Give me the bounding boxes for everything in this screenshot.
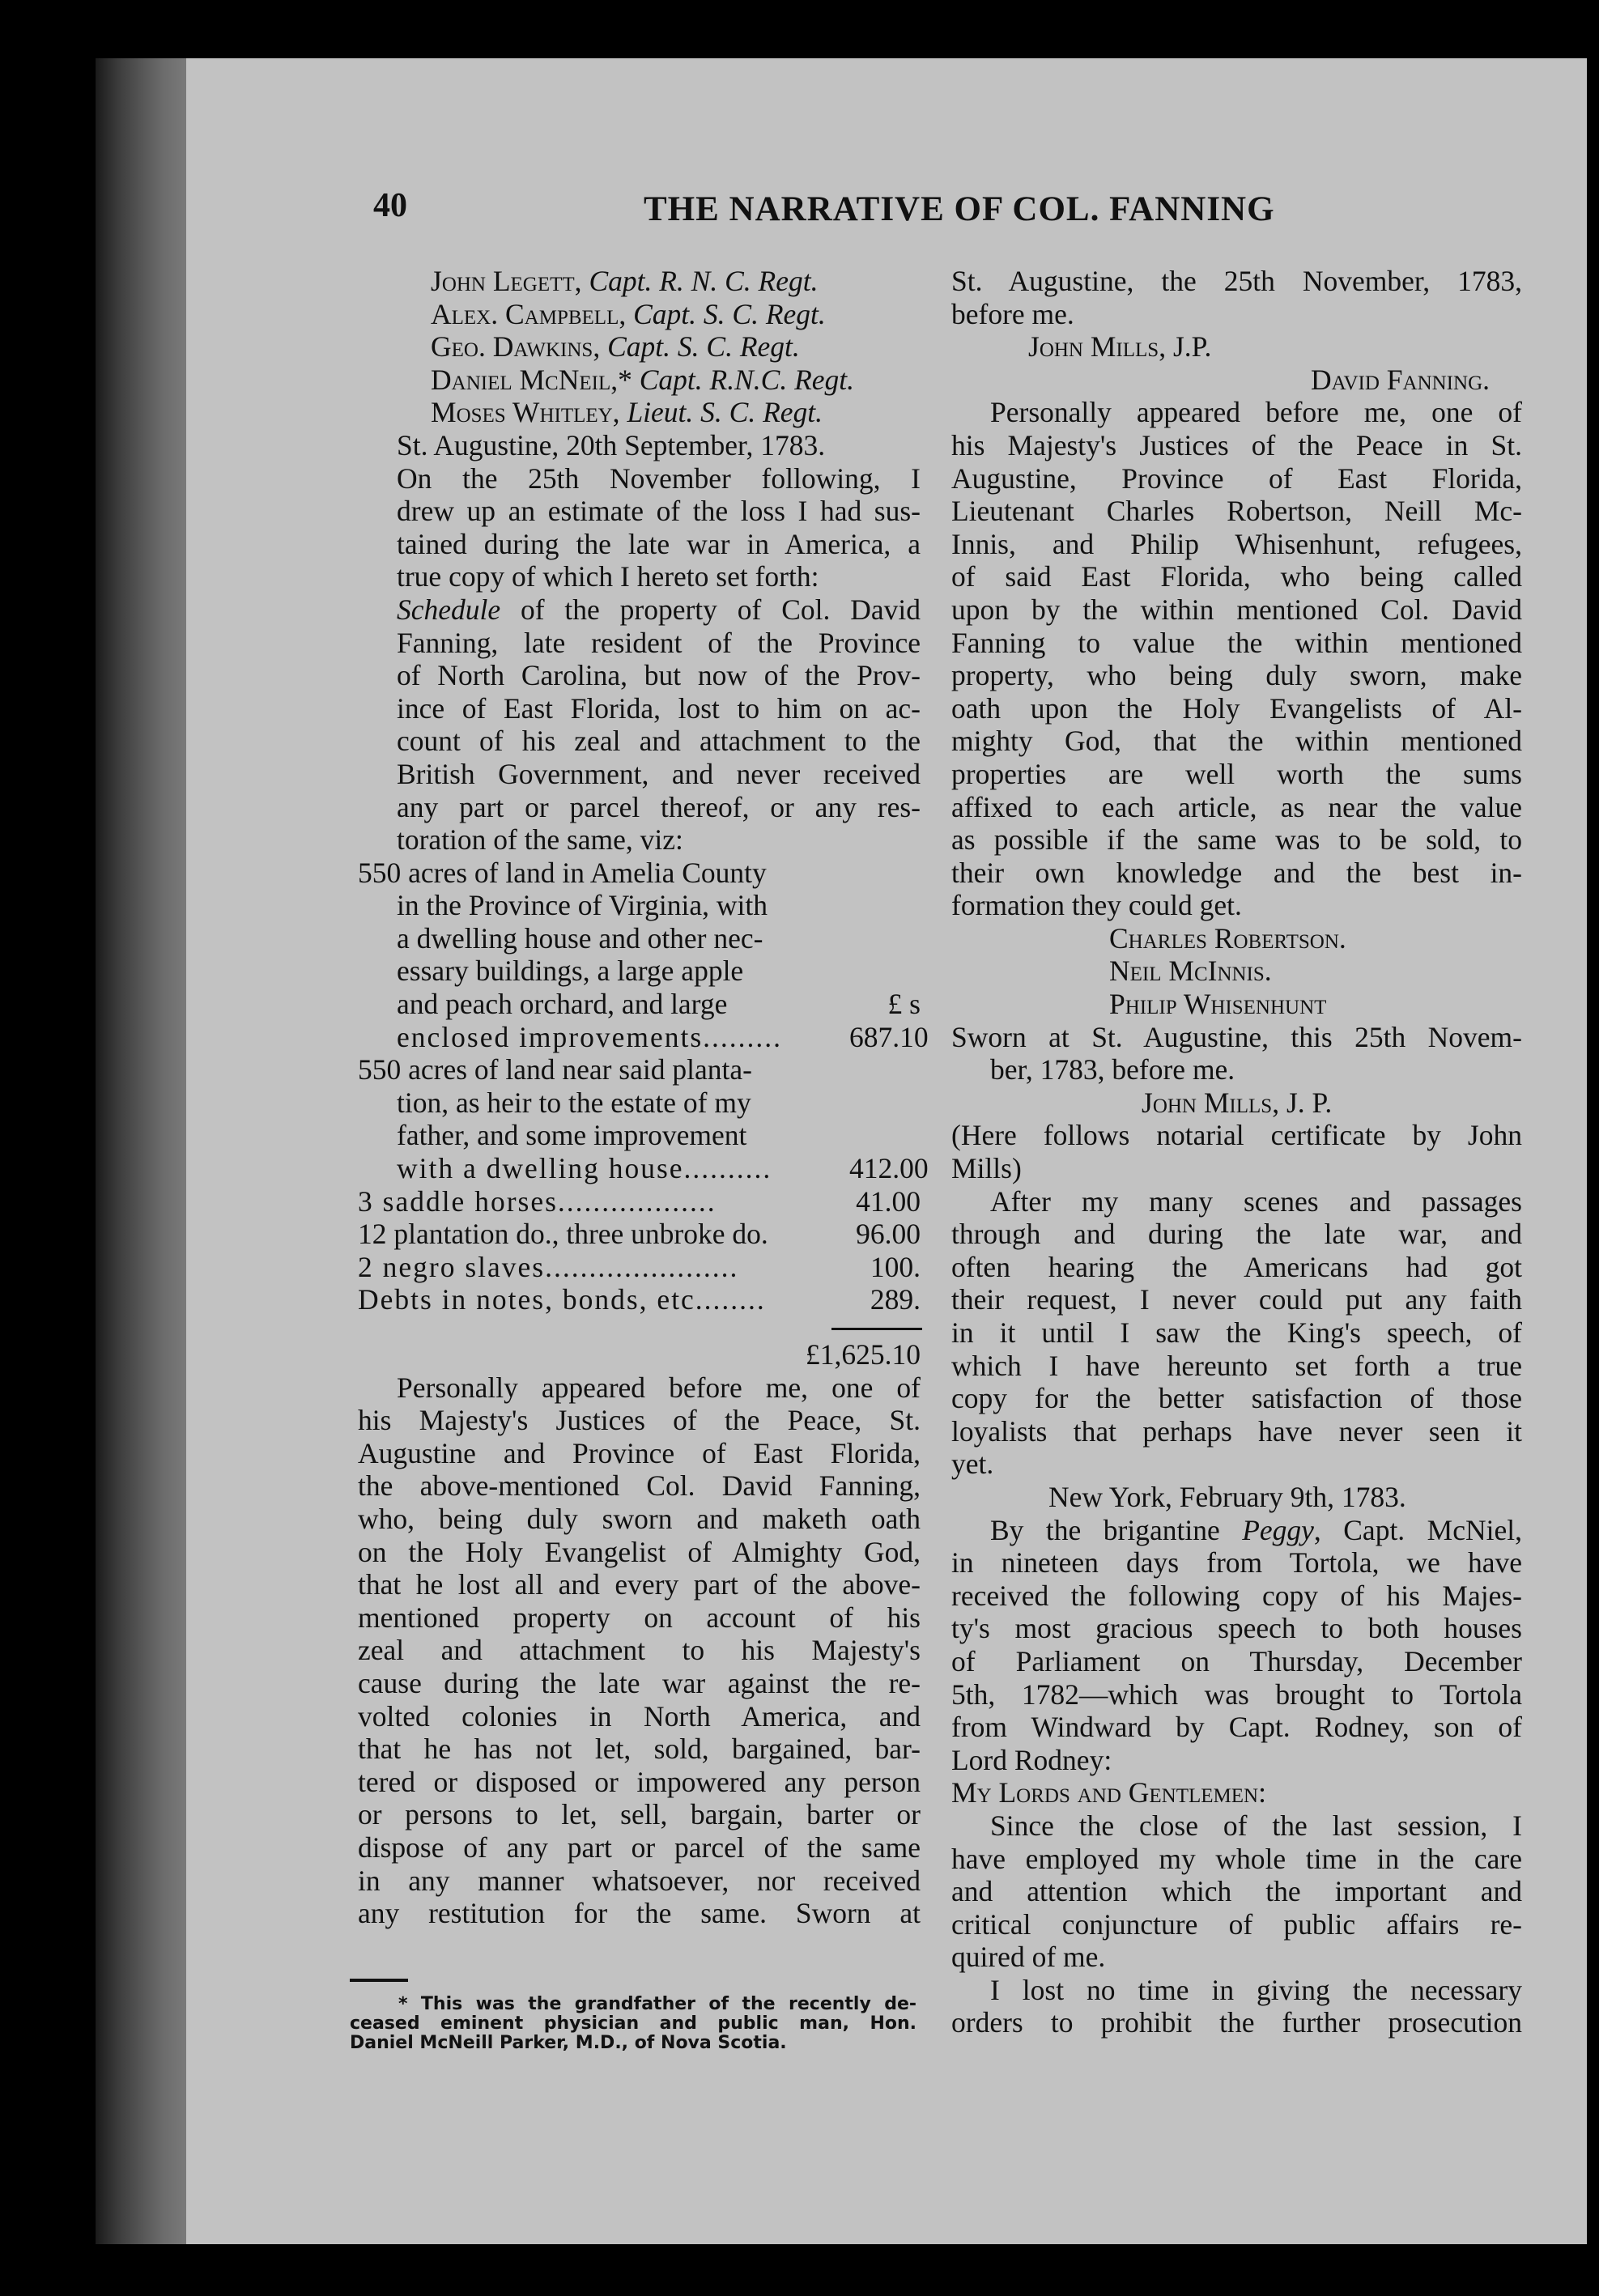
schedule-word: Schedule bbox=[397, 593, 501, 626]
sworn-line: Sworn at St. Augustine, this 25th Novem- bbox=[951, 1020, 1522, 1053]
signature-john-mills: John Mills, J.P. bbox=[1028, 330, 1212, 364]
left-column bbox=[358, 265, 929, 1930]
item-amount: 96.00 bbox=[856, 1218, 921, 1251]
salutation: My Lords and Gentlemen: bbox=[951, 1776, 1266, 1809]
signer-line: Geo. Dawkins, Capt. S. C. Regt. bbox=[431, 330, 800, 364]
item-amount: 41.00 bbox=[856, 1184, 921, 1218]
witness-signature: Philip Whisenhunt bbox=[1109, 988, 1327, 1021]
notarial-note: (Here follows notarial certificate by John bbox=[951, 1119, 1522, 1152]
item-amount: 289. bbox=[870, 1283, 921, 1316]
signers-block bbox=[358, 265, 921, 429]
schedule-item: 2 negro slaves...................... 100. bbox=[358, 1250, 921, 1283]
item-amount: 100. bbox=[870, 1250, 921, 1283]
footnote-rule bbox=[350, 1979, 408, 1982]
running-head: THE NARRATIVE OF COL. FANNING bbox=[644, 190, 1275, 228]
witness-signature: Neil McInnis. bbox=[1109, 955, 1272, 988]
currency-header: £ s bbox=[887, 988, 921, 1021]
schedule-item: 550 acres of land near said planta- bbox=[358, 1053, 752, 1086]
signature-john-mills: John Mills, J. P. bbox=[1142, 1086, 1333, 1119]
paragraph: Personally appeared before me, one of his Majesty's Justices of the Peace in St. Augustine, Province of East Florida, Lieutenant Charles Robertson, Neill Mc- Innis, and Philip Whisenhunt, refugees, of said East Florida, who being called upon by the within mentioned Col. David Fanning to value the within mentioned property, who being duly sworn, make oath upon the Holy Evangelists of Al- mighty God, that the within mentioned properties are well worth the sums affixed to each article, as near the value as possible if the same was to be sold, to their own knowledge and the best in- formation they could get. bbox=[951, 396, 1522, 922]
schedule-item: Debts in notes, bonds, etc........ 289. bbox=[358, 1283, 921, 1316]
schedule-table: 550 acres of land in Amelia County in the Province of Virginia, with a dwelling house and other nec- essary buildings, a large apple and peach orchard, and large £ s enclosed improvements......... 687.10 550 acres of land near said planta- tion, as heir to the estate of my father, and some improvement with a dwelling house.......... 412.00 3 saddle horses.................. 41.00 12 plantation do., three unbroke do. 96.00 2 negro slaves...................... 100. Debts in notes, bonds, etc........ 289. bbox=[358, 856, 929, 1316]
right-column: St. Augustine, the 25th November, 1783, before me. John Mills, J.P. David Fanning. Personally appeared before me, one of his Majesty's Justices of the Peace in St. Augustine, Province of East Florida, Lieutenant Charles Robertson, Neill Mc- Innis, and Philip Whisenhunt, refugees, of said East Florida, who being called upon by the within mentioned Col. David Fanning to value the within mentioned property, who being duly sworn, make oath upon the Holy Evangelists of Al- mighty God, that the within mentioned properties are well worth the sums affixed to each article, as near the value as possible if the same was to be sold, to their own knowledge and the best in- formation they could get. Charles Robertson. Neil McInnis. Philip Whisenhunt Sworn at St. Augustine, this 25th Novem- ber, 1783, before me. John Mills, J. P. (Here follows notarial certificate by John Mills) After my many scenes and passages through and during the late war, and often hearing the Americans had got their request, I never could put any faith in it until I saw the King's speech, of which I have hereunto set forth a true copy for the better satisfaction of those loyalists that perhaps have never seen it yet. New York, February 9th, 1783. By the brigantine Peggy, Capt. McNiel, in nineteen days from Tortola, we have received the following copy of his Majes- ty's most gracious speech to both houses of Parliament on Thursday, December 5th, 1782—which was brought to Tortola from Windward by Capt. Rodney, son of Lord Rodney: My Lords and Gentlemen: Since the close of the last session, I have employed my whole time in the care and attention which the important and critical conjuncture of public affairs re- quired of me. I lost no time in giving the necessary orders to prohibit the further prosecution bbox=[951, 265, 1522, 2039]
schedule-paragraph: Schedule of the property of Col. David Fanning, late resident of the Province of North Carolina, but now of the Prov- ince of East Florida, lost to him on ac- count of his zeal and attachment to the British Government, and never received any part or parcel thereof, or any res- toration of the same, viz: bbox=[397, 593, 921, 857]
signer-line: Moses Whitley, Lieut. S. C. Regt. bbox=[431, 396, 823, 429]
paragraph: Since the close of the last session, I have employed my whole time in the care and attention which the important and critical conjuncture of public affairs re- quired of me. bbox=[951, 1809, 1522, 1974]
ship-name: Peggy bbox=[1242, 1513, 1314, 1546]
paragraph: I lost no time in giving the necessary orders to prohibit the further prosecution bbox=[951, 1973, 1522, 2039]
page-number: 40 bbox=[373, 187, 407, 224]
paragraph: Personally appeared before me, one of his Majesty's Justices of the Peace, St. Augustine and Province of East Florida, the above-mentioned Col. David Fanning, who, being duly sworn and maketh oath on the Holy Evangelist of Almighty God, that he lost all and every part of the above- mentioned property on account of his zeal and attachment to his Majesty's cause during the late war against the re- volted colonies in North America, and that he has not let, sold, bargained, bar- tered or disposed or impowered any person or persons to let, sell, bargain, barter or dispose of any part or parcel of the same in any manner whatsoever, nor received any restitution for the same. Sworn at bbox=[358, 1371, 921, 1930]
schedule-item: 12 plantation do., three unbroke do. 96.00 bbox=[358, 1218, 921, 1251]
signer-line: Daniel McNeil,* Capt. R.N.C. Regt. bbox=[431, 363, 854, 396]
witness-signature: Charles Robertson. bbox=[1109, 921, 1346, 955]
dateline: New York, February 9th, 1783. bbox=[1048, 1480, 1406, 1513]
paragraph: After my many scenes and passages through and during the late war, and often hearing the Americans had got their request, I never could put any faith in it until I saw the King's speech, of which I have hereunto set forth a true copy for the better satisfaction of those loyalists that perhaps have never seen it yet. bbox=[951, 1184, 1522, 1481]
paragraph: By the brigantine Peggy, Capt. McNiel, in nineteen days from Tortola, we have received the following copy of his Majes- ty's most gracious speech to both houses of Parliament on Thursday, December 5th, 1782—which was brought to Tortola from Windward by Capt. Rodney, son of Lord Rodney: bbox=[951, 1513, 1522, 1776]
item-amount: 687.10 bbox=[849, 1020, 929, 1053]
signature-david-fanning: David Fanning. bbox=[1311, 363, 1490, 396]
signer-line: John Legett, Capt. R. N. C. Regt. bbox=[431, 265, 819, 297]
schedule-item: 550 acres of land in Amelia County bbox=[358, 856, 767, 889]
paragraph: On the 25th November following, I drew up an estimate of the loss I had sus- tained during the late war in America, a true copy of which I hereto set forth: bbox=[397, 461, 921, 593]
signer-line: Alex. Campbell, Capt. S. C. Regt. bbox=[431, 297, 826, 330]
schedule-total: £1,625.10 bbox=[806, 1338, 921, 1371]
total-rule bbox=[831, 1328, 922, 1330]
date-line: St. Augustine, 20th September, 1783. bbox=[397, 428, 826, 461]
book-spine-shadow bbox=[96, 58, 186, 2244]
item-amount: 412.00 bbox=[849, 1152, 929, 1185]
schedule-item: 3 saddle horses.................. 41.00 bbox=[358, 1184, 921, 1218]
footnote: * This was the grandfather of the recently de- ceased eminent physician and public man, Hon. Daniel McNeill Parker, M.D., of Nova Scotia. bbox=[350, 1994, 916, 2053]
